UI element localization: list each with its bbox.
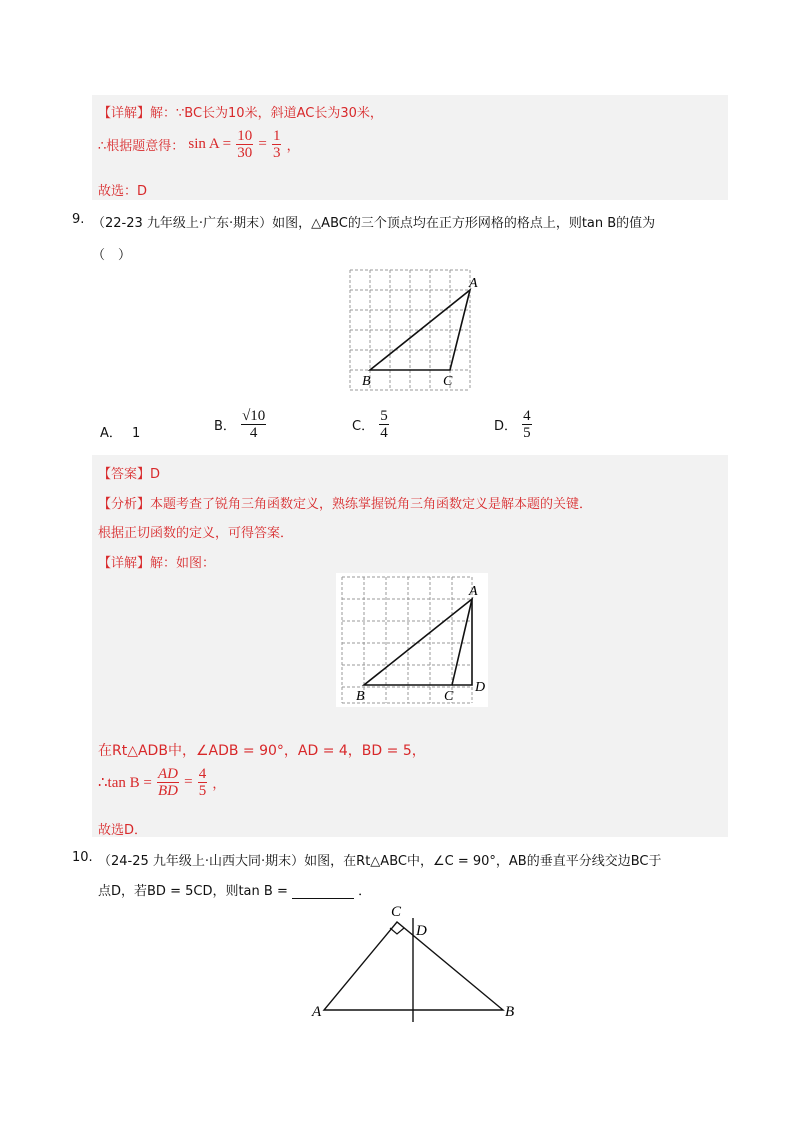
a9-detail: 【详解】解：如图： <box>98 556 216 571</box>
label-a: A <box>469 584 478 599</box>
sin-label: sin A = <box>188 136 232 152</box>
a9-analysis-line1: 【分析】本题考查了锐角三角函数定义，熟练掌握锐角三角函数定义是解本题的关键． <box>98 497 593 512</box>
option-b-fraction <box>241 408 266 441</box>
a9-analysis-line2: 根据正切函数的定义，可得答案． <box>98 526 294 541</box>
fraction-numerator: 4 <box>198 766 207 782</box>
triangle-abc <box>364 599 472 685</box>
fraction-numerator: 10 <box>237 128 253 144</box>
prev-formula-line <box>98 128 300 161</box>
option-d-label: D． <box>494 419 518 434</box>
fraction-10-30 <box>236 128 253 161</box>
q9-grid-figure <box>340 262 490 397</box>
q10-line1: （24-25 九年级上·山西大同·期末）如图，在Rt△ABC中，∠C = 90°，AB的垂直平分线交边BC于 <box>98 854 662 869</box>
q10-line2-suffix: ． <box>358 884 372 899</box>
q10-line2-text: 点D，若BD = 5CD，则tan B = <box>98 884 288 899</box>
a9-tan-line <box>98 766 225 799</box>
fraction-ad-bd <box>157 766 179 799</box>
q10-number: 10. <box>72 850 93 865</box>
tan-label: ∴tan B = <box>98 775 152 791</box>
q10-figure <box>310 900 525 1025</box>
a9-grid-figure <box>336 573 488 707</box>
label-b: B <box>505 1004 515 1020</box>
fraction-denominator: 3 <box>272 145 281 161</box>
answer-blank[interactable] <box>292 884 354 899</box>
option-a[interactable] <box>100 422 140 441</box>
option-a-label: A． <box>100 426 122 441</box>
prev-choice-line: 故选：D <box>98 184 148 199</box>
label-b: B <box>362 374 371 389</box>
fraction-numerator: 5 <box>380 408 388 424</box>
q9-text: （22-23 九年级上·广东·期末）如图，△ABC的三个顶点均在正方形网格的格点上，则tan B的值为 <box>92 216 656 231</box>
label-a: A <box>469 276 478 291</box>
option-c[interactable] <box>352 408 390 441</box>
label-d: D <box>416 923 427 939</box>
label-d: D <box>475 680 486 695</box>
fraction-numerator: 4 <box>523 408 531 424</box>
fraction-denominator: 5 <box>523 425 531 441</box>
fraction-denominator: BD <box>157 783 178 799</box>
a9-answer: 【答案】D <box>98 467 161 482</box>
option-d[interactable] <box>494 408 533 441</box>
option-c-label: C． <box>352 419 375 434</box>
option-b-label: B． <box>214 419 236 434</box>
fraction-numerator: 1 <box>272 128 281 144</box>
prev-detail-line: 【详解】解：∵BC长为10米，斜道AC长为30米， <box>98 106 383 121</box>
fraction-denominator: 5 <box>198 783 207 799</box>
label-b: B <box>356 689 365 704</box>
fraction-numerator: AD <box>157 766 178 782</box>
q9-number: 9. <box>72 212 85 227</box>
equals-sign: = <box>258 136 267 152</box>
prev-formula-prefix: ∴根据题意得： <box>98 139 185 154</box>
fraction-denominator: 4 <box>380 425 388 441</box>
equals-sign: = <box>184 774 193 790</box>
a9-rt-line: 在Rt△ADB中，∠ADB = 90°，AD = 4，BD = 5， <box>98 743 426 759</box>
q10-line2 <box>98 880 371 899</box>
tan-suffix: ， <box>212 777 226 792</box>
fraction-numerator: √10 <box>242 408 266 424</box>
fraction-1-3 <box>272 128 282 161</box>
fraction-denominator: 30 <box>237 145 253 161</box>
option-b[interactable] <box>214 408 267 441</box>
option-a-value: 1 <box>132 426 141 441</box>
label-a: A <box>312 1004 322 1020</box>
label-c: C <box>444 689 454 704</box>
label-c: C <box>391 904 402 920</box>
prev-formula-suffix: ， <box>286 139 300 154</box>
option-c-fraction <box>379 408 389 441</box>
fraction-denominator: 4 <box>249 425 258 441</box>
option-d-fraction <box>522 408 532 441</box>
label-c: C <box>443 374 453 389</box>
q9-paren: （ ） <box>92 248 132 263</box>
a9-choice: 故选D． <box>98 823 148 838</box>
fraction-4-5 <box>198 766 208 799</box>
